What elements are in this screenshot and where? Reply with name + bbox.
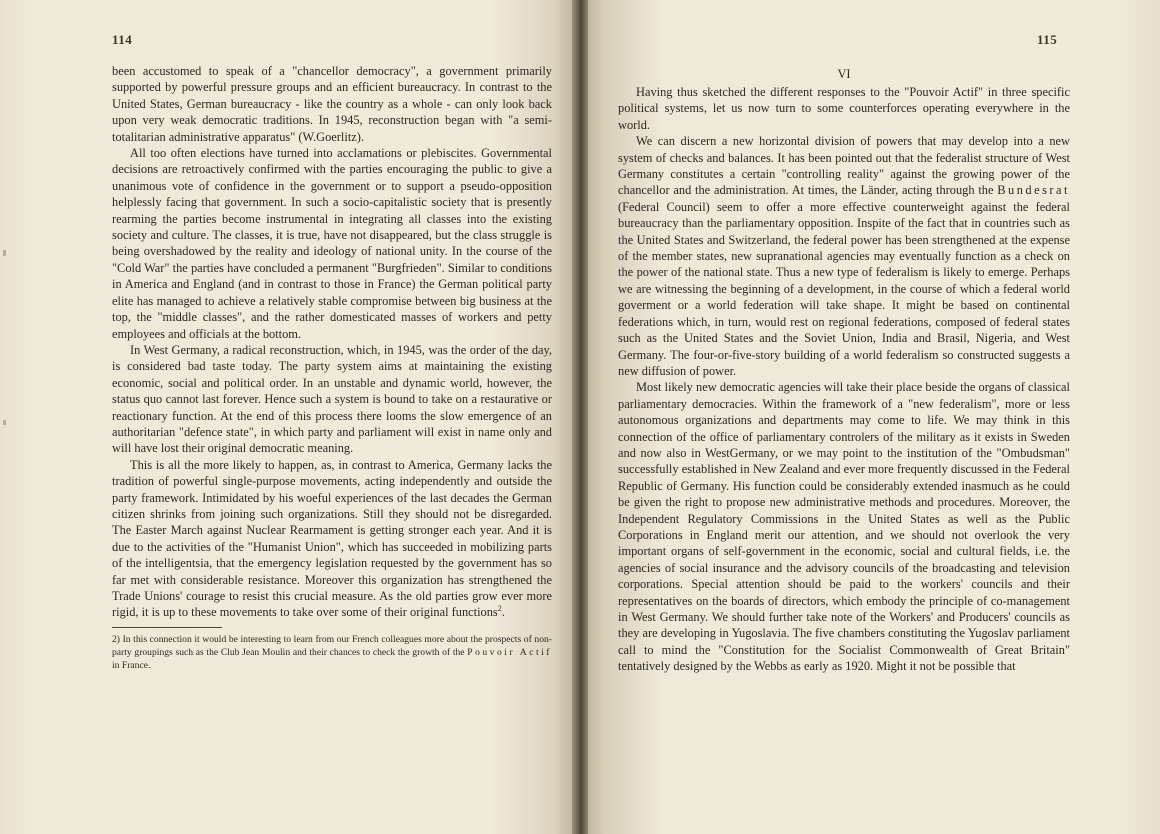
section-heading: VI [837, 67, 851, 81]
footnote-spaced-term: Pouvoir Actif [467, 646, 552, 658]
paragraph: Having thus sketched the different responses to the "Pouvoir Actif" in three specific political systems, let us now turn to some counterforces operating everywhere in the world. [618, 85, 1070, 132]
page-number: 114 [112, 32, 133, 47]
page-number: 115 [1037, 32, 1058, 47]
right-page-body [618, 66, 1070, 675]
footnote-reference: 2 [497, 604, 502, 614]
footnote-text: 2) In this connection it would be interesting to learn from our French colleagues more about the prospects of non-party groupings such as the Club Jean Moulin and their chances to check the growth of the [112, 633, 552, 658]
paragraph [618, 133, 1070, 379]
paragraph-text: We can discern a new horizontal division of powers that may develop into a new system of checks and balances. It has been pointed out that the federalist structure of West Germany constitutes a certain "controlling reality" against the growing power of the chancellor and the administration. At times, the Länder, acting through the [618, 134, 1070, 198]
footnote-rule [112, 627, 222, 628]
book-gutter [572, 0, 588, 834]
footnote [112, 633, 552, 672]
paragraph [112, 457, 552, 621]
paragraph-text: This is all the more likely to happen, as, in contrast to America, Germany lacks the tradition of powerful single-purpose movements, acting independently and outside the party framework. Intimidated by his woeful experiences of the last decades the German citizen shrinks from joining such organizations. Still they should not be disregarded. The Easter March against Nuclear Rearmament is getting stronger each year. And it is due to the activities of the "Humanist Union", which has succeeded in mobilizing parts of the intelligentsia, that the emergency legislation requested by the government has so far met with considerable resistance. Moreover this organization has strengthened the Trade Unions' courage to resist this crucial measure. As the old parties grow ever more rigid, it is up to these movements to take over some of their original functions [112, 457, 552, 620]
page-edge-mark [3, 420, 6, 425]
paragraph: been accustomed to speak of a "chancellor democracy", a government primarily supported by powerful pressure groups and an efficient bureaucracy. In contrast to the United States, German bureaucracy - like the country as a whole - can only look back upon very weak democratic traditions. In 1945, reconstruction began with "a semi-totalitarian administrative apparatus" (W.Goerlitz). [112, 64, 552, 144]
spaced-term: Bundesrat [997, 183, 1070, 198]
footnote-text-end: in France. [112, 659, 151, 671]
left-page [0, 0, 578, 834]
right-page [582, 0, 1160, 834]
paragraph: Most likely new democratic agencies will take their place beside the organs of classical parliamentary democracies. Within the framework of a "new federalism", more or less autonomous organizations and departments may come to life. We may think in this connection of the office of parliamentary controlers of the military as it exists in Sweden and now also in WestGermany, or we may point to the institution of the "Ombudsman" successfully established in New Zealand and ever more frequently discussed in the Federal Republic of Germany. His function could be considerably extended inasmuch as he could be given the right to propose new administrative methods and procedures. Moreover, the Independent Regulatory Commissions in the United States as well as the Public Corporations in England merit our attention, and we should not overlook the very important organs of self-government in the economic, social and cultural fields, i.e. the agencies of social insurance and the advisory councils of the broadcasting and television corporations. Special attention should be paid to the workers' councils and their representatives on the boards of directors, which embody the principle of co-management in West Germany. We should further take note of the Workers' and Producers' councils as they are developing in Yugoslavia. The five chambers constituting the Yugoslav parliament call to mind the "Constitution for the Socialist Commonwealth of Great Britain" tentatively designed by the Webbs as early as 1920. Might it not be possible that [618, 380, 1070, 674]
paragraph: In West Germany, a radical reconstruction, which, in 1945, was the order of the day, is considered bad taste today. The party system aims at maintaining the existing economic, social and political order. In an unstable and dynamic world, however, the status quo cannot last forever. Hence such a system is bound to take on a restaurative or reactionary function. At the end of this process there looms the slow emergence of an authoritarian "defence state", in which party and parliament will exist in name only and will have lost their original democratic meaning. [112, 342, 552, 456]
left-page-body [112, 63, 552, 672]
paragraph-text-cont: (Federal Council) seem to offer a more effective counterweight against the federal bureaucracy than the parliamentary opposition. Inspite of the fact that in countries such as the United States and Switzerland, the federal power has been strengthened at the expense of the member states, new supranational agencies may eventually function as a check on the power of the national state. Thus a new type of federalism is likely to emerge. Perhaps we are witnessing the beginning of a development, in the course of which a federal world goverment or a world federation will take shape. It might be based on continental federations which, in turn, would rest on regional federations, composed of federal states such as the United States and the Soviet Union, India and Brasil, Nigeria, and West Germany. The four-or-five-story building of a world federalism so constructed suggests a new diffusion of power. [618, 199, 1070, 378]
paragraph: All too often elections have turned into acclamations or plebiscites. Governmental decisions are retroactively confirmed with the parties encouraging the public to give a unanimous vote of confidence in the government or to support a pseudo-opposition helplessly facing that government. In such a socio-capitalistic society that is presently rearming the parties become instrumental in integrating all classes into the existing society and culture. The classes, it is true, have not disappeared, but the class struggle is being overshadowed by the reality and ideology of national unity. In the course of the "Cold War" the parties have concluded a permanent "Burgfrieden". Similar to conditions in America and England (and in contrast to those in France) the German political party elite has managed to achieve a relatively stable compromise between big business at the top, the "middle classes", and the rather domesticated masses of workers and petty employees and officials at the bottom. [112, 146, 552, 341]
paragraph-end-punctuation: . [501, 605, 505, 620]
page-edge-mark [3, 250, 6, 256]
